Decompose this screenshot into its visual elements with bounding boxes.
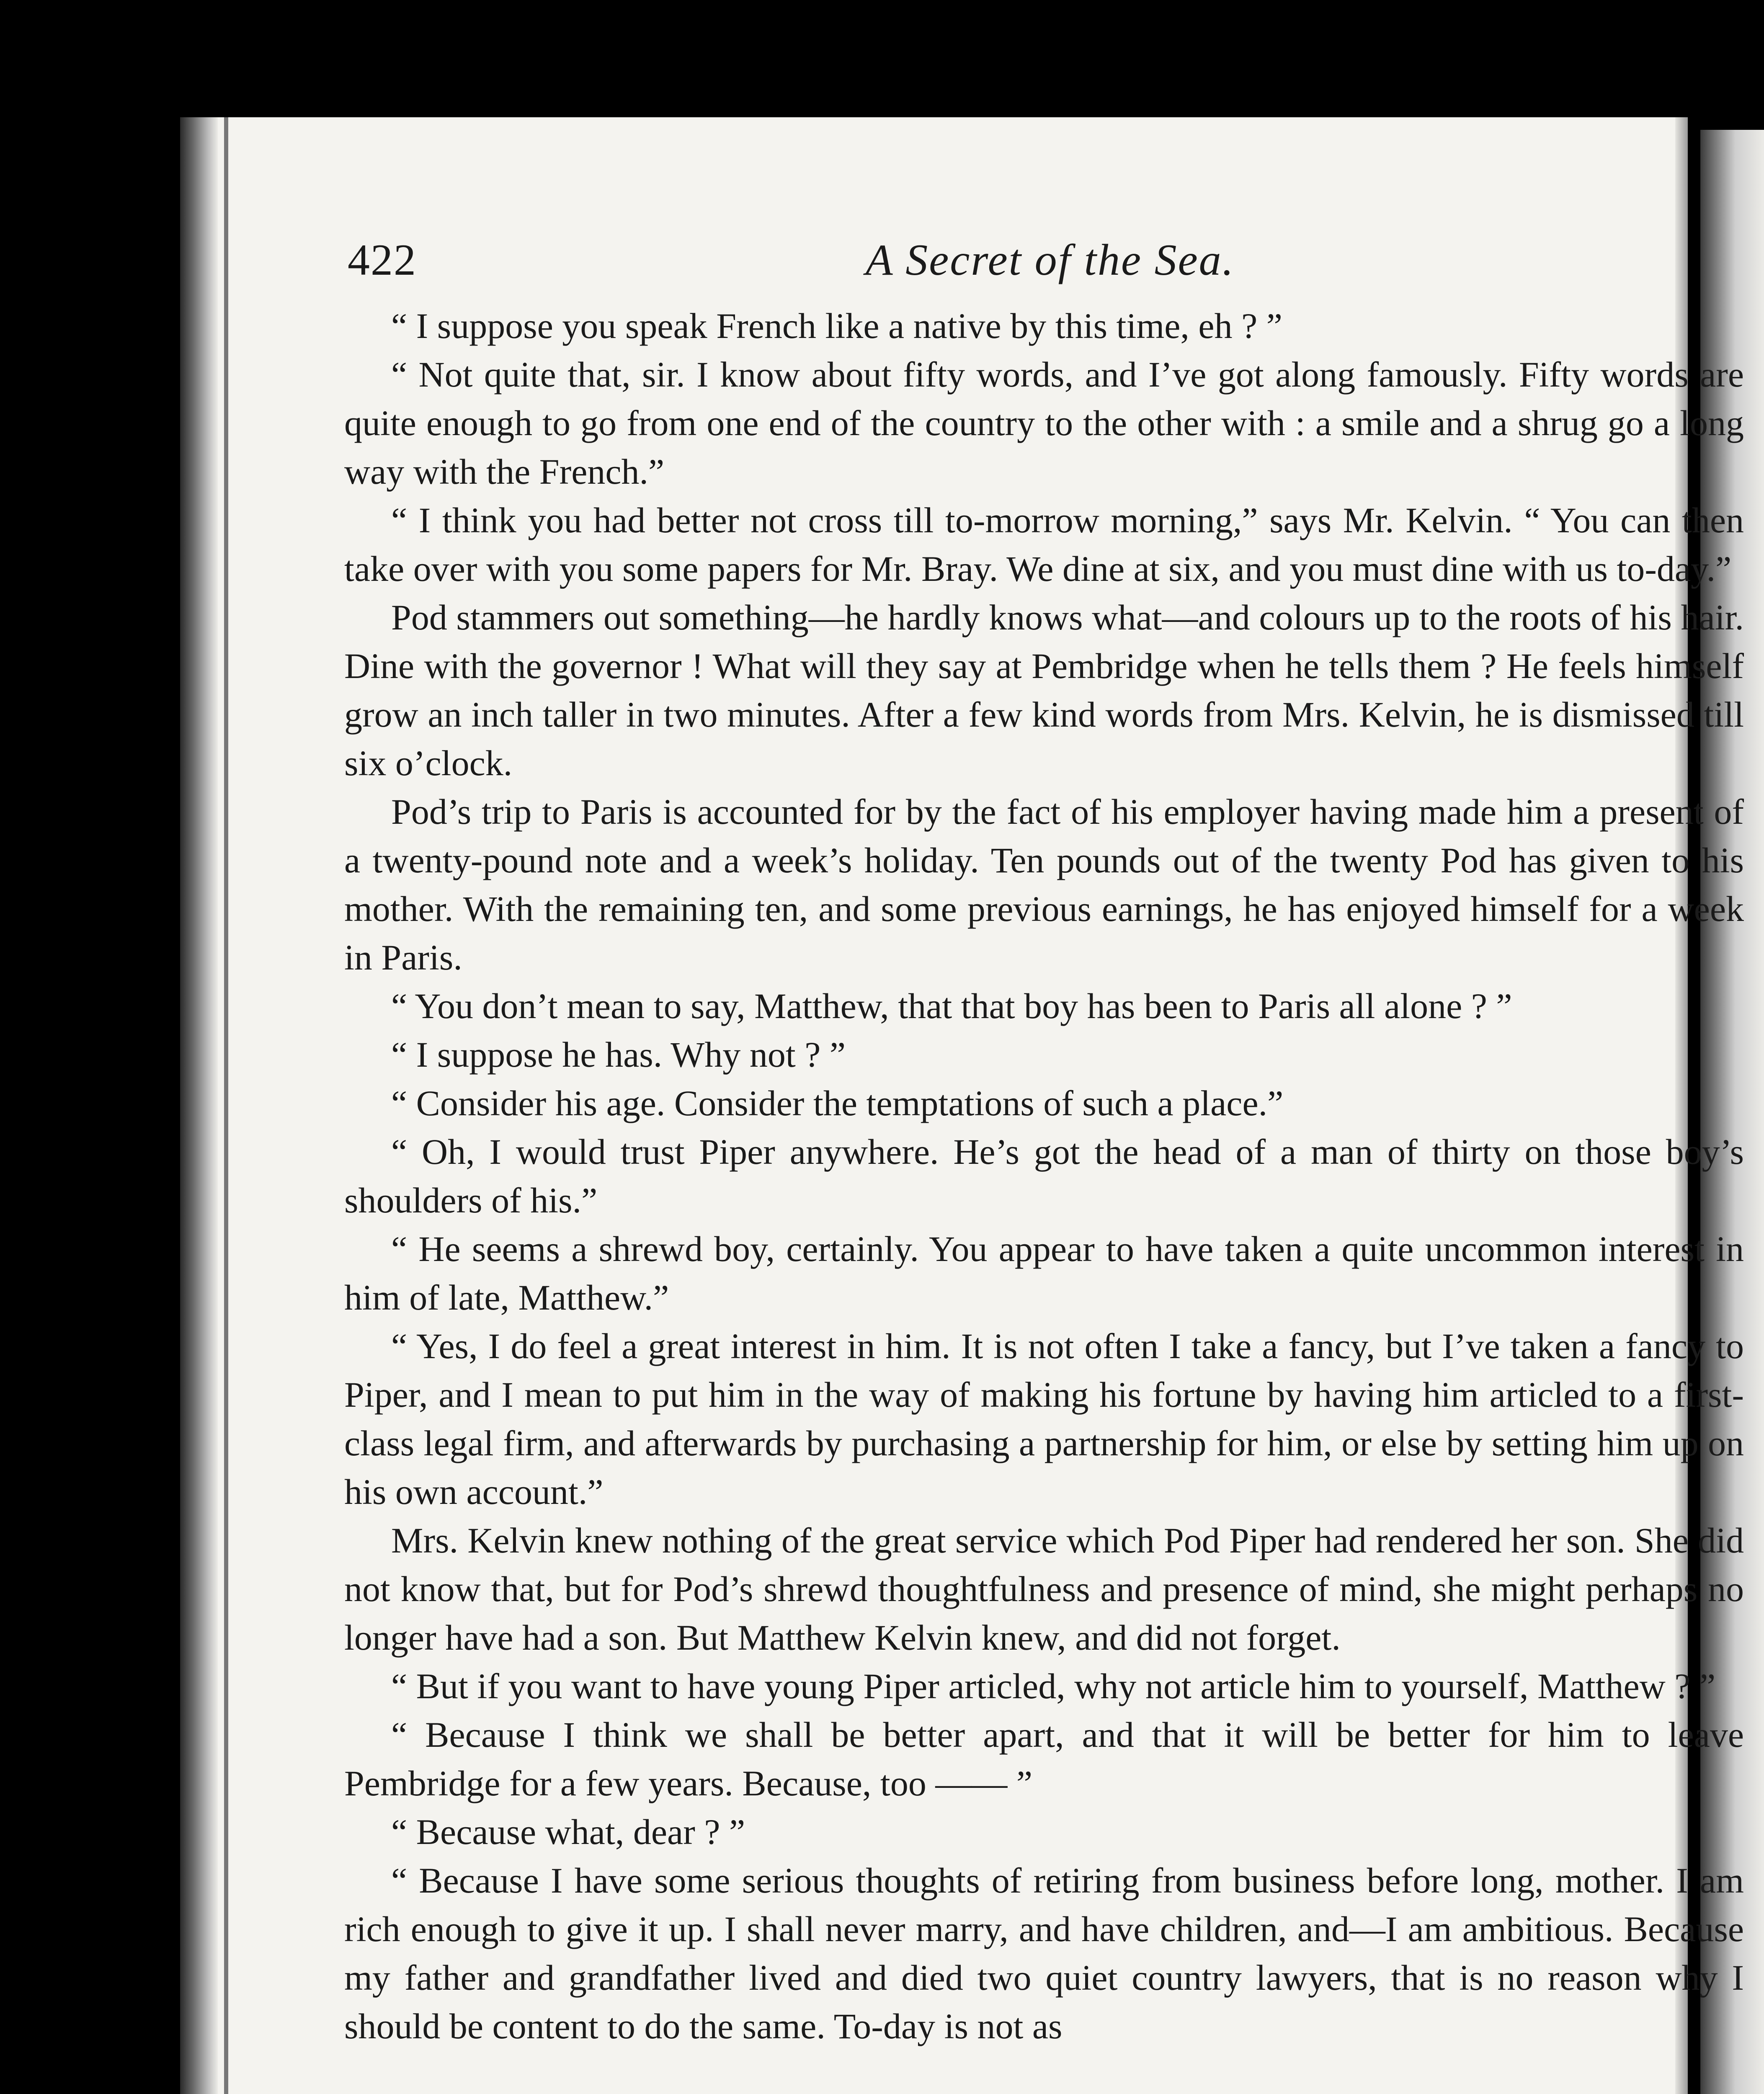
paragraph: “ Consider his age. Consider the temptations of such a place.” bbox=[391, 1083, 1284, 1123]
paragraph: “ I suppose he has. Why not ? ” bbox=[391, 1034, 846, 1075]
running-title: A Secret of the Sea. bbox=[865, 235, 1235, 284]
paragraph: “ You don’t mean to say, Matthew, that that boy has been to Paris all alone ? ” bbox=[391, 986, 1512, 1026]
paragraph: Mrs. Kelvin knew nothing of the great service which Pod Piper had rendered her son. She did not know that, but for Pod’s shrewd thoughtfulness and presence of mind, she might perhaps no longer have had a son. But Matthew Kelvin knew, and did not forget. bbox=[344, 1520, 1744, 1658]
body-text bbox=[344, 302, 1744, 2050]
paragraph: “ Yes, I do feel a great interest in him. It is not often I take a fancy, but I’ve taken a fancy to Piper, and I mean to put him in the way of making his fortune by having him articled to a first-class legal firm, and afterwards by purchasing a partnership for him, or else by setting him up on his own account.” bbox=[344, 1326, 1744, 1512]
paragraph: “ Because what, dear ? ” bbox=[391, 1812, 745, 1852]
gutter-line bbox=[224, 117, 228, 2094]
paragraph: “ Because I think we shall be better apart, and that it will be better for him to leave Pembridge for a few years. Because, too —— ” bbox=[344, 1715, 1744, 1803]
running-head bbox=[348, 235, 1753, 293]
paragraph: “ Because I have some serious thoughts of retiring from business before long, mother. I am rich enough to give it up. I shall never marry, and have children, and—I am ambitious. Because my father and grandfather lived and died two quiet country lawyers, that is no reason why I should be content to do the same. To-day is not as bbox=[344, 1860, 1744, 2046]
paragraph: “ Oh, I would trust Piper anywhere. He’s got the head of a man of thirty on those boy’s shoulders of his.” bbox=[344, 1132, 1744, 1220]
paragraph: Pod stammers out something—he hardly knows what—and colours up to the roots of his hair. Dine with the governor ! What will they say at Pembridge when he tells them ? He feels himself grow an inch taller in two minutes. After a few kind words from Mrs. Kelvin, he is dismissed till six o’clock. bbox=[344, 597, 1744, 783]
paragraph: Pod’s trip to Paris is accounted for by the fact of his employer having made him a present of a twenty-pound note and a week’s holiday. Ten pounds out of the twenty Pod has given to his mother. With the remaining ten, and some previous earnings, he has enjoyed himself for a week in Paris. bbox=[344, 792, 1744, 977]
paragraph: “ Not quite that, sir. I know about fifty words, and I’ve got along famously. Fifty words are quite enough to go from one end of the country to the other with : a smile and a shrug go a long way with the French.” bbox=[344, 354, 1744, 492]
page-number: 422 bbox=[348, 235, 417, 284]
paragraph: “ But if you want to have young Piper articled, why not article him to yourself, Matthew ? ” bbox=[391, 1666, 1716, 1706]
page-gutter bbox=[180, 117, 218, 2094]
paragraph: “ I think you had better not cross till to-morrow morning,” says Mr. Kelvin. “ You can then take over with you some papers for Mr. Bray. We dine at six, and you must dine with us to-day.” bbox=[344, 500, 1744, 589]
paragraph: “ He seems a shrewd boy, certainly. You appear to have taken a quite uncommon interest in him of late, Matthew.” bbox=[344, 1229, 1744, 1318]
book-page bbox=[180, 117, 1744, 2094]
paragraph: “ I suppose you speak French like a native by this time, eh ? ” bbox=[391, 306, 1282, 346]
